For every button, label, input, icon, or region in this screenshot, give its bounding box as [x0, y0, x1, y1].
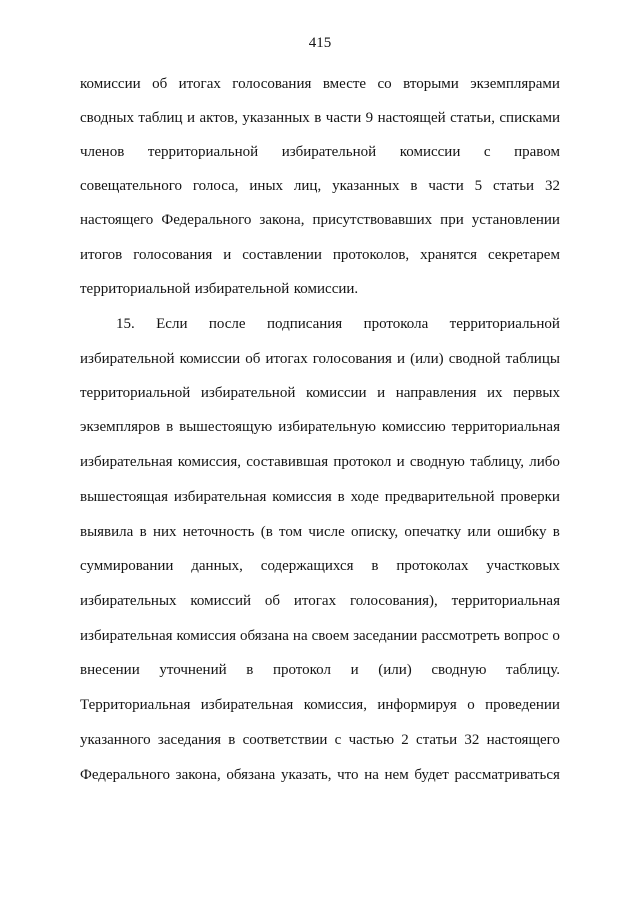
- text-line: избирательная комиссия, составившая протокол и сводную таблицу, либо: [80, 454, 560, 470]
- text-line: вышестоящая избирательная комиссия в ходе предварительной проверки: [80, 489, 560, 505]
- text-line: комиссии об итогах голосования вместе со вторыми экземплярами: [80, 76, 560, 92]
- text-line: Территориальная избирательная комиссия, информируя о проведении: [80, 697, 560, 713]
- page-number: 415: [308, 35, 332, 51]
- paragraph-start-line: 15. Если после подписания протокола территориальной: [116, 316, 560, 332]
- text-line: указанного заседания в соответствии с частью 2 статьи 32 настоящего: [80, 732, 560, 748]
- text-line: суммировании данных, содержащихся в протоколах участковых: [80, 558, 560, 574]
- text-line: выявила в них неточность (в том числе описку, опечатку или ошибку в: [80, 524, 560, 540]
- text-line: настоящего Федерального закона, присутствовавших при установлении: [80, 212, 560, 228]
- text-line: Федерального закона, обязана указать, что на нем будет рассматриваться: [80, 767, 560, 783]
- text-line: сводных таблиц и актов, указанных в части 9 настоящей статьи, списками: [80, 110, 560, 126]
- text-line: экземпляров в вышестоящую избирательную комиссию территориальная: [80, 419, 560, 435]
- text-line: совещательного голоса, иных лиц, указанных в части 5 статьи 32: [80, 178, 560, 194]
- text-line: членов территориальной избирательной комиссии с правом: [80, 144, 560, 160]
- text-line: избирательной комиссии об итогах голосования и (или) сводной таблицы: [80, 351, 560, 367]
- text-line: внесении уточнений в протокол и (или) сводную таблицу.: [80, 662, 560, 678]
- text-line: территориальной избирательной комиссии и направления их первых: [80, 385, 560, 401]
- text-line: территориальной избирательной комиссии.: [80, 281, 359, 297]
- text-line: избирательных комиссий об итогах голосования), территориальная: [80, 593, 560, 609]
- text-line: избирательная комиссия обязана на своем заседании рассмотреть вопрос о: [80, 628, 560, 644]
- text-line: итогов голосования и составлении протоколов, хранятся секретарем: [80, 247, 560, 263]
